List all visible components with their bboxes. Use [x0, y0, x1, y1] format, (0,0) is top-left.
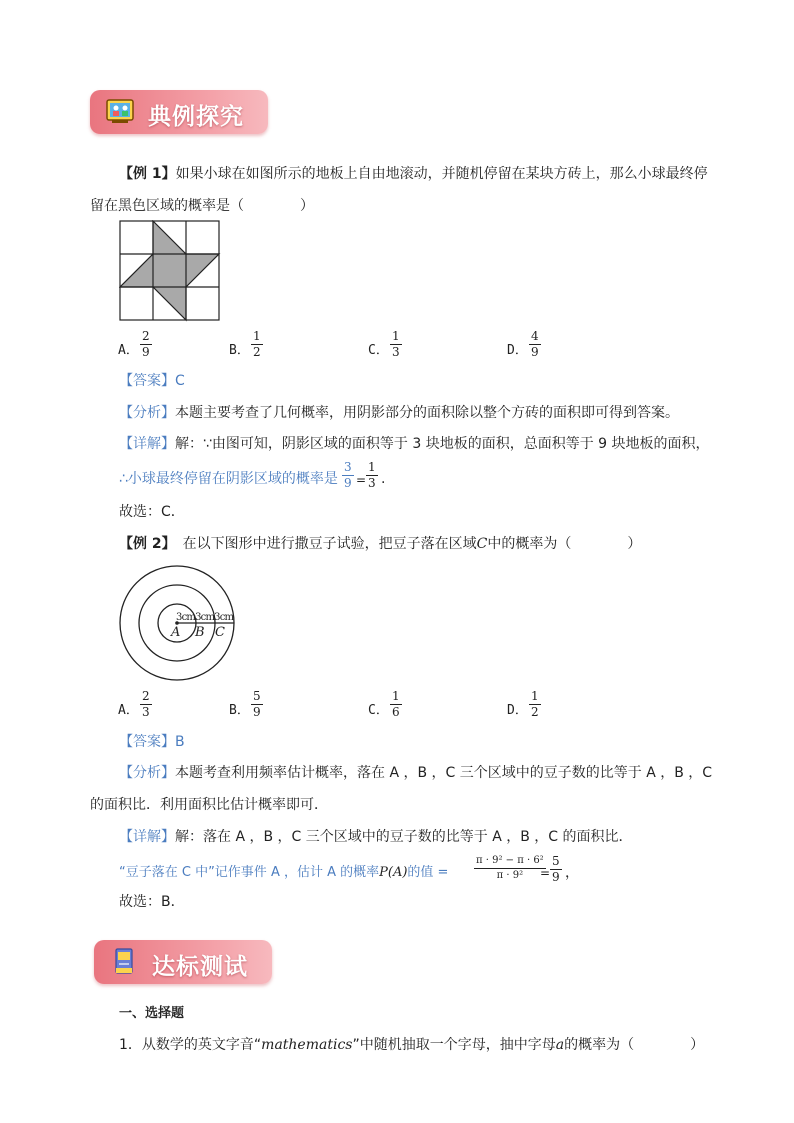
shaded-region [120, 221, 219, 320]
section-banner-examples [90, 90, 268, 134]
concentric-circles-figure [118, 564, 236, 682]
section-banner-test [94, 940, 272, 984]
example2-equals: = [540, 866, 551, 880]
example2-question: 【例 2】 在以下图形中进行撒豆子试验，把豆子落在区域C中的概率为（ ） [119, 536, 642, 552]
tile-floor-figure [119, 220, 221, 322]
example1-analysis: 【分析】本题主要考查了几何概率，用阴影部分的面积除以整个方砖的面积即可得到答案。 [119, 405, 679, 421]
option-a-fraction: $\frac{2}{3}$ [142, 689, 150, 719]
option-c[interactable]: C． [368, 703, 389, 718]
example1-question-line2: 留在黑色区域的概率是（ ） [90, 198, 314, 214]
option-d[interactable]: D． [507, 703, 528, 718]
option-d[interactable]: D． [507, 343, 528, 358]
option-c-fraction: $\frac{1}{3}$ [392, 329, 400, 359]
region-c-label: C [215, 625, 225, 640]
example2-comma: ， [565, 865, 579, 881]
option-a-fraction: $\frac{2}{9}$ [142, 329, 150, 359]
example1-question-text: 如果小球在如图所示的地板上自由地滚动，并随机停留在某块方砖上，那么小球最终停 [175, 166, 708, 182]
example1-answer: 【答案】C [119, 373, 185, 389]
option-b[interactable]: B． [229, 343, 250, 358]
example2-detail: 【详解】解：落在 A ，B ，C 三个区域中的豆子数的比等于 A ，B ，C 的面积比． [119, 829, 633, 845]
option-b-fraction: $\frac{5}{9}$ [253, 689, 261, 719]
radius-label: 3cm3cm3cm [176, 612, 234, 623]
example1-fraction-3-9: $\frac{3}{9}$ [344, 460, 352, 490]
option-c[interactable]: C． [368, 343, 389, 358]
example1-equals: = [356, 473, 367, 487]
example1-question-line1 [119, 165, 708, 183]
option-a[interactable]: A． [118, 343, 139, 358]
example2-answer: 【答案】B [119, 734, 185, 750]
section-title: 达标测试 [152, 954, 248, 980]
question1: 1．从数学的英文字音“mathematics”中随机抽取一个字母，抽中字母a的概率为（ ） [119, 1037, 705, 1053]
option-d-fraction: $\frac{4}{9}$ [531, 329, 539, 359]
example1-choice: 故选：C． [119, 504, 185, 520]
example2-result-fraction: $\frac{5}{9}$ [552, 854, 560, 884]
option-b-fraction: $\frac{1}{2}$ [253, 329, 261, 359]
option-d-fraction: $\frac{1}{2}$ [531, 689, 539, 719]
example1-fraction-1-3: $\frac{1}{3}$ [368, 460, 376, 490]
region-a-label: A [171, 625, 181, 640]
part-heading: 一、选择题 [119, 1006, 185, 1021]
option-c-fraction: $\frac{1}{6}$ [392, 689, 400, 719]
book-icon [110, 948, 138, 974]
option-a[interactable]: A． [118, 703, 139, 718]
section-title: 典例探究 [148, 104, 244, 130]
example2-area-fraction: $\frac{\text{π · 9² − π · 6²}}{\text{π · 9²}}$ [476, 855, 544, 881]
example1-detail: 【详解】解：∵由图可知，阴影区域的面积等于 3 块地板的面积，总面积等于 9 块地板的面积， [119, 436, 710, 452]
example2-choice: 故选：B． [119, 894, 185, 910]
option-b[interactable]: B． [229, 703, 250, 718]
example1-tag: 【例 1】 [119, 166, 176, 182]
region-b-label: B [195, 625, 205, 640]
example2-detail-conclusion: “豆子落在 C 中”记作事件 A ，估计 A 的概率P(A)的值 = [119, 865, 449, 880]
example2-analysis-line1: 【分析】本题考查利用频率估计概率，落在 A ，B ，C 三个区域中的豆子数的比等于 A ，B ，C [119, 765, 713, 781]
example2-analysis-line2: 的面积比．利用面积比估计概率即可． [90, 797, 328, 813]
example1-detail-conclusion: ∴小球最终停留在阴影区域的概率是 [119, 471, 338, 487]
presentation-board-icon [106, 98, 134, 124]
example1-period: . [381, 471, 386, 487]
